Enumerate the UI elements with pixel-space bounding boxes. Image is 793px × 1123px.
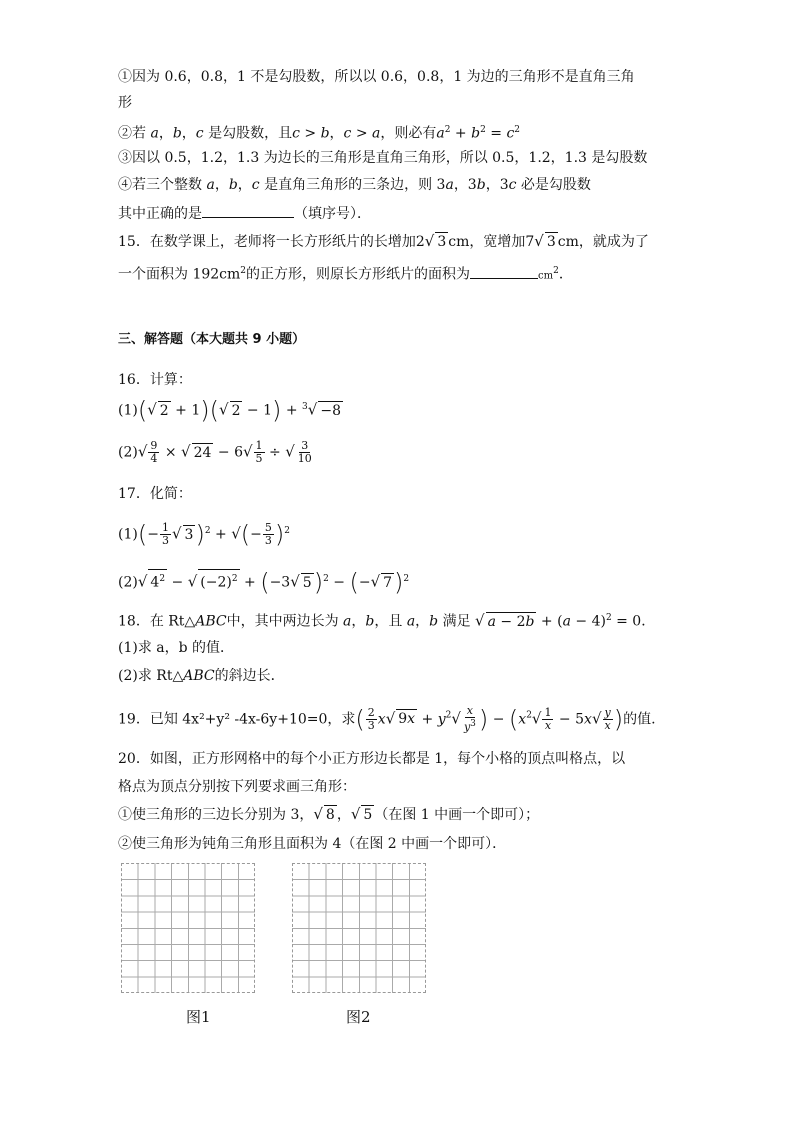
q14-option-2-mid: 是勾股数，且 (203, 125, 293, 142)
q15-line-1: 15．在数学课上，老师将一长方形纸片的长增加2√ 3 cm，宽增加7√ 3 cm，就成为了 (118, 232, 649, 250)
q14-option-2-prefix: ②若 (118, 125, 151, 142)
q14-option-3 (118, 149, 647, 167)
q19-prefix: 19．已知 4x²+y² -4x-6y+10=0，求 (118, 711, 356, 728)
q14-answer-blank[interactable] (202, 203, 294, 218)
q15-suffix: cm，就成为了 (557, 234, 649, 250)
q19-suffix: 的值. (623, 711, 656, 728)
figure-2-caption: 图2 (346, 1008, 371, 1026)
q18-mid: 中，其中两边长为 (226, 613, 344, 630)
q16-part-1: (1)(√ 2 + 1)(√ 2 − 1) + $^3$√ −8 (118, 396, 341, 425)
q17-part-2: (2)√ $4^2$ − √ $(-2)^2 + (-3√$ 5)$^2$ − (−√ 7)$^2$ (118, 568, 410, 597)
q15-line2-mid: 的正方形，则原长方形纸片的面积为 (246, 266, 471, 283)
q18-sub2-prefix: (2)求 Rt△ (118, 668, 184, 684)
q18-sub2-suffix: 的斜边长． (214, 668, 285, 684)
q18-sub-1: (1)求 a，b 的值． (118, 640, 235, 656)
q20-line-1: 20．如图，正方形网格中的每个小正方形边长都是 1，每个小格的顶点叫格点，以 (118, 751, 626, 767)
q20-line-4: ②使三角形为钝角三角形且面积为 4（在图 2 中画一个即可）． (118, 836, 507, 852)
q14-option-4: ④若三个整数 a，b，c 是直角三角形的三条边，则 3a，3b，3c 必是勾股数 (118, 177, 591, 193)
q16-title: 16．计算： (118, 372, 192, 388)
q17-part-1: (1)(− $\frac{1}{3}$ √ 3)$^2$ + √(− $\frac{5}{3}$ )$^2$ (118, 520, 290, 549)
q14-option-3-text: ③因以 0.5，1.2，1.3 为边长的三角形是直角三角形，所以 0.5，1.2，1.3 是勾股数 (118, 150, 648, 166)
q20-line-2: 格点为顶点分别按下列要求画三角形： (118, 779, 356, 795)
q15-line-2: 一个面积为 $192cm^2$的正方形，则原长方形纸片的面积为 $cm^2$． (118, 262, 573, 286)
q15-answer-blank[interactable] (470, 264, 538, 279)
q16-part-1-label: (1) (118, 402, 138, 419)
figure-2-grid[interactable] (292, 863, 426, 993)
q15-line2-prefix: 一个面积为 192cm (118, 266, 241, 283)
q14-option-4-suffix: 必是勾股数 (516, 177, 591, 193)
q14-option-1-cont (118, 94, 132, 112)
figure-1-grid[interactable] (121, 863, 255, 993)
q15-mid: cm，宽增加 (448, 234, 526, 250)
q18-mid2: ，且 (374, 613, 407, 630)
q17-part-2-label: (2) (118, 574, 138, 591)
q14-option-2-then: ，则必有 (380, 125, 437, 142)
q15-end: ． (558, 266, 573, 283)
q16-part-2-label: (2) (118, 444, 138, 461)
figure-1-caption: 图1 (186, 1008, 211, 1026)
q18-sub-2: (2)求 Rt△ABC的斜边长． (118, 668, 285, 684)
q20-line3-suffix: （在图 1 中画一个即可）； (374, 807, 540, 823)
q14-answer-suffix: （填序号）． (294, 206, 371, 222)
q17-part-1-label: (1) (118, 526, 138, 543)
q16-part-2: (2)√ $\frac{9}{4}$ × √ 24 − 6√ $\frac{1}{5}$ ÷ √ $\frac{3}{10}$ (118, 439, 312, 465)
q14-option-4-mid: 是直角三角形的三条边，则 (259, 177, 437, 193)
q18-line-1: 18．在 Rt△ABC中，其中两边长为 a，b，且 a，b 满足 √ $a - 2b + (a - 4)^2 = 0$． (118, 611, 656, 630)
q14-answer-prefix: 其中正确的是 (118, 206, 202, 222)
section-3-title: 三、解答题（本大题共 9 小题） (118, 332, 306, 347)
q14-option-1-text-cont: 形 (118, 95, 132, 111)
q15-prefix: 15．在数学课上，老师将一长方形纸片的长增加 (118, 234, 416, 250)
q19-line: 19．已知 4x²+y² -4x-6y+10=0，求( $\frac{2}{3}$ x√ $9x + y^2√$ $\frac{x}{y^3}$ ) − ($x^2√$ $\frac{1}{x}$ − 5x√ $\frac{y}{x}$ )的值. (118, 704, 656, 734)
q20-line-3: ①使三角形的三边长分别为 3，√ 8 ，√ 5 （在图 1 中画一个即可）； (118, 805, 540, 823)
q14-option-1 (118, 68, 635, 86)
q14-option-4-prefix: ④若三个整数 (118, 177, 207, 193)
q18-prefix: 18．在 Rt△ (118, 613, 196, 630)
q18-end: = 0． (616, 613, 656, 630)
q18-mid3: 满足 (438, 613, 471, 630)
q15-unit: cm (538, 270, 554, 282)
q17-title: 17．化简： (118, 486, 192, 502)
q14-answer-line (118, 203, 371, 223)
q20-line3-prefix: ①使三角形的三边长分别为 3， (118, 807, 314, 823)
q14-option-2: ②若 a，b，c 是勾股数，且c > b，c > a，则必有$a^2 + b^2 = c^2$ (118, 125, 521, 142)
q14-option-1-text: ①因为 0.6，0.8，1 不是勾股数，所以以 0.6，0.8，1 为边的三角形不是直角三角 (118, 69, 635, 85)
